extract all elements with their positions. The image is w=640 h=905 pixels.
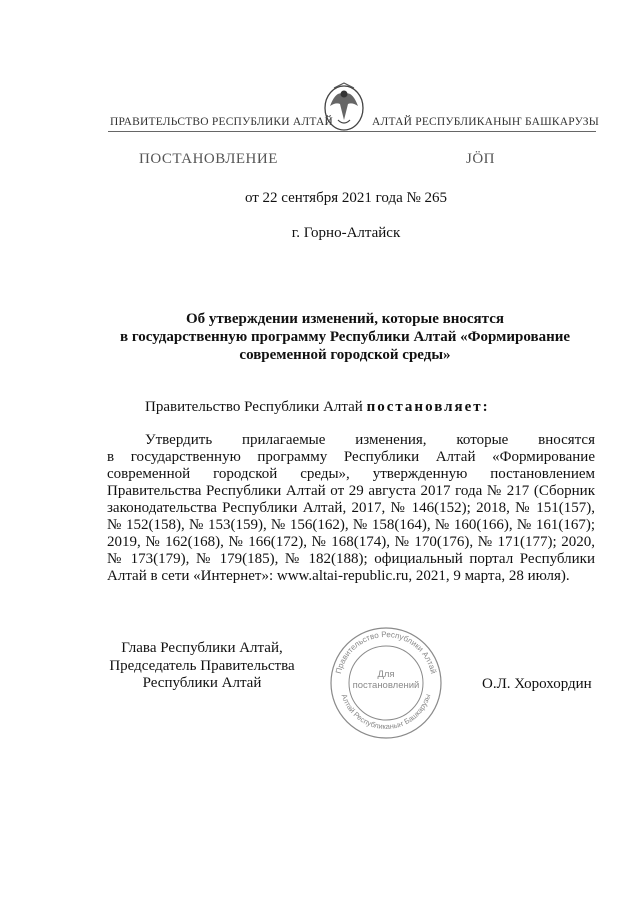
city: г. Горно-Алтайск	[291, 225, 401, 241]
preamble-verb: постановляет:	[366, 399, 490, 415]
doc-type-ru: ПОСТАНОВЛЕНИЕ	[139, 151, 278, 167]
body-line: Утвердить прилагаемые изменения, которые вносятся	[145, 432, 595, 448]
doc-type-alt: ЈӦП	[466, 151, 496, 167]
preamble-subject: Правительство Республики Алтай	[145, 399, 363, 415]
document-title	[100, 310, 590, 364]
org-name-alt: АЛТАЙ РЕСПУБЛИКАНЫҤ БАШКАРУЗЫ	[372, 116, 599, 128]
coat-of-arms-icon	[322, 80, 366, 132]
date-number: от 22 сентября 2021 года № 265	[244, 190, 448, 206]
body-line: законодательства Республики Алтай, 2017, № 146(152); 2018, № 151(157),	[107, 500, 595, 516]
body-line: Правительства Республики Алтай от 29 августа 2017 года № 217 (Сборник	[107, 483, 595, 499]
title-line: Об утверждении изменений, которые вносятся	[186, 311, 504, 327]
body-line: Алтай в сети «Интернет»: www.altai-republic.ru, 2021, 9 марта, 28 июля).	[107, 568, 570, 584]
svg-text:Правительство Республики Алтай	[334, 630, 438, 675]
position-line: Глава Республики Алтай,	[121, 640, 283, 656]
title-line: современной городской среды»	[239, 347, 451, 363]
signatory-position	[102, 640, 302, 693]
position-line: Председатель Правительства	[109, 657, 295, 674]
stamp-bottom-text: Алтай Республиканыҥ Башкарузы	[339, 692, 433, 732]
stamp-center-line: Для	[377, 669, 395, 680]
svg-text:Алтай Республиканыҥ Башкарузы	[340, 693, 433, 731]
official-stamp	[328, 625, 444, 741]
body-line: № 152(158), № 153(159), № 156(162), № 158(164), № 160(166), № 161(167);	[107, 517, 595, 533]
stamp-center	[346, 669, 426, 691]
preamble	[145, 399, 490, 416]
stamp-center-line: постановлений	[352, 680, 420, 691]
signatory-name: О.Л. Хорохордин	[482, 676, 592, 692]
body-line: в государственную программу Республики Алтай «Формирование	[107, 449, 595, 465]
stamp-ring-text: Правительство Республики Алтай	[333, 629, 438, 675]
position-line: Республики Алтай	[142, 675, 262, 691]
decision-paragraph	[107, 432, 595, 585]
body-line: 2019, № 162(168), № 166(172), № 168(174), № 170(176), № 171(177); 2020,	[107, 534, 595, 550]
title-line: в государственную программу Республики Алтай «Формирование	[119, 329, 571, 345]
body-line: современной городской среды», утвержденную постановлением	[107, 466, 595, 482]
body-line: № 173(179), № 179(185), № 182(188); официальный портал Республики	[107, 551, 595, 567]
org-name-ru: ПРАВИТЕЛЬСТВО РЕСПУБЛИКИ АЛТАЙ	[110, 116, 334, 128]
